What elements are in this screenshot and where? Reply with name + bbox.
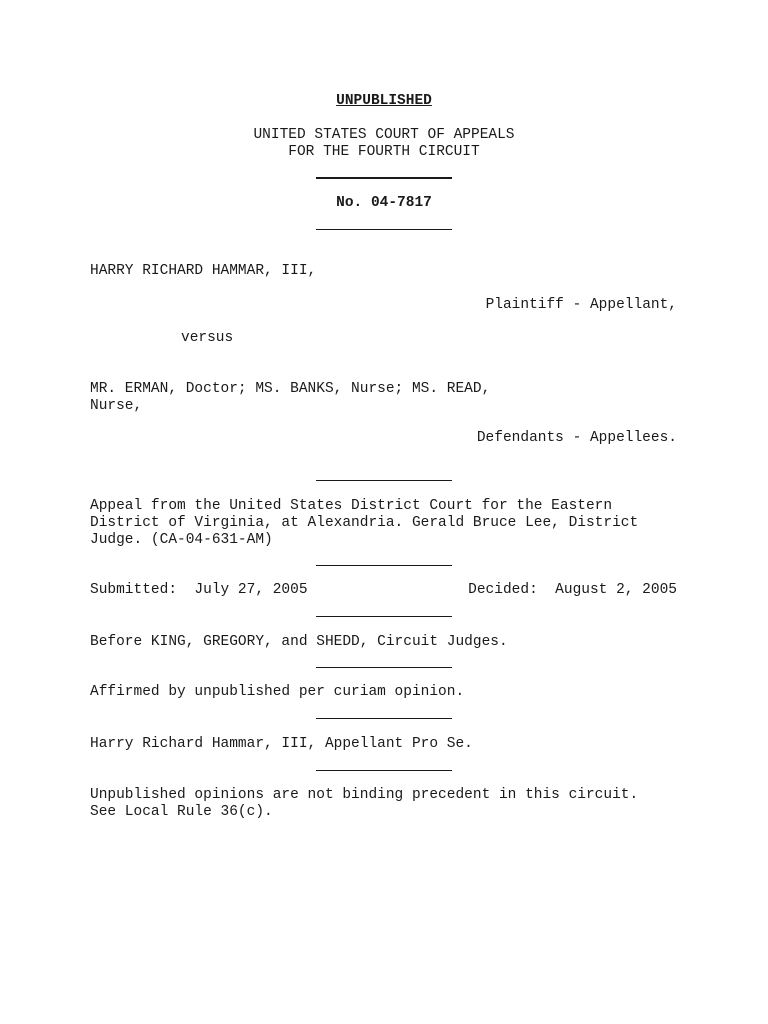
appeal-line: Appeal from the United States District Court for the Eastern [90, 498, 613, 514]
divider [316, 616, 452, 617]
divider [316, 565, 452, 566]
appeal-line: District of Virginia, at Alexandria. Gerald Bruce Lee, District [90, 515, 639, 531]
divider [316, 718, 452, 719]
counsel: Harry Richard Hammar, III, Appellant Pro Se. [90, 736, 473, 752]
divider [316, 229, 452, 230]
divider [316, 770, 452, 771]
plaintiff-role: Plaintiff - Appellant, [485, 297, 677, 313]
divider [316, 480, 452, 481]
defendants-role: Defendants - Appellees. [476, 430, 677, 446]
defendants-line: MR. ERMAN, Doctor; MS. BANKS, Nurse; MS. READ, [90, 381, 491, 397]
versus-label: versus [181, 330, 234, 346]
disposition: Affirmed by unpublished per curiam opinion. [90, 684, 465, 700]
court-name-line2: FOR THE FOURTH CIRCUIT [288, 144, 480, 160]
appeal-paragraph [90, 498, 677, 549]
defendants-line: Nurse, [90, 398, 143, 414]
decided-date: Decided: August 2, 2005 [468, 582, 677, 598]
notice-line: See Local Rule 36(c). [90, 804, 273, 820]
court-name-line1: UNITED STATES COURT OF APPEALS [253, 127, 515, 143]
divider [316, 177, 452, 179]
unpublished-heading: UNPUBLISHED [336, 93, 432, 109]
case-number: No. 04-7817 [336, 195, 432, 211]
appeal-line: Judge. (CA-04-631-AM) [90, 532, 273, 548]
panel-judges: Before KING, GREGORY, and SHEDD, Circuit Judges. [90, 634, 508, 650]
precedent-notice [90, 787, 677, 821]
plaintiff-name: HARRY RICHARD HAMMAR, III, [90, 263, 317, 279]
submitted-date: Submitted: July 27, 2005 [90, 582, 308, 598]
divider [316, 667, 452, 668]
defendants-names [90, 381, 677, 415]
notice-line: Unpublished opinions are not binding precedent in this circuit. [90, 787, 639, 803]
